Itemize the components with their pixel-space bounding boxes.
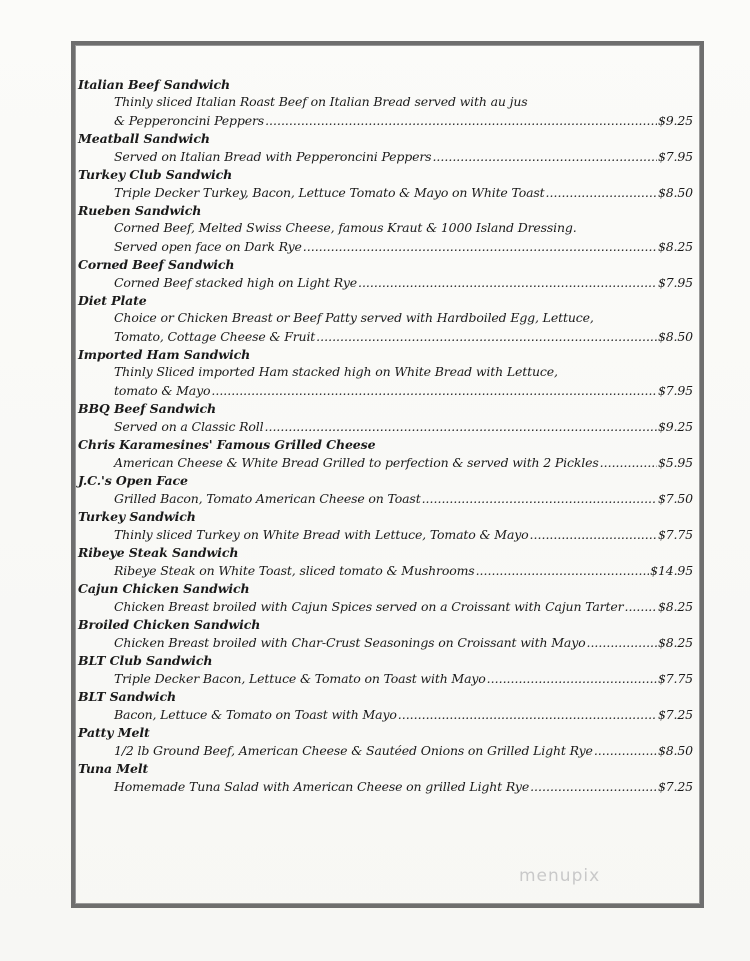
- dot-leader: [586, 633, 656, 652]
- menu-item: [78, 166, 693, 202]
- menu-item-price: $7.50: [657, 491, 693, 506]
- menu-item-price-line: [78, 561, 693, 580]
- menu-item-price: $5.95: [657, 455, 693, 470]
- dot-leader: [594, 741, 657, 760]
- menu-item-description: Thinly sliced Italian Roast Beef on Italian Bread served with au jus: [114, 94, 528, 109]
- menu-item-price-line: [78, 273, 693, 292]
- menu-item-description: Thinly Sliced imported Ham stacked high on White Bread with Lettuce,: [114, 364, 558, 379]
- menu-item-price-line: [78, 147, 693, 166]
- menu-item-name: BLT Sandwich: [78, 689, 176, 704]
- menu-item: [78, 400, 693, 436]
- menu-item: [78, 346, 693, 400]
- menu-item-description: & Pepperoncini Peppers: [114, 113, 265, 128]
- menu-item: [78, 508, 693, 544]
- menu-item-description: American Cheese & White Bread Grilled to perfection & served with 2 Pickles: [114, 455, 599, 470]
- watermark: menupix: [519, 866, 601, 886]
- menu-item-price-line: [78, 417, 693, 436]
- menu-item-description: Triple Decker Bacon, Lettuce & Tomato on Toast with Mayo: [114, 671, 486, 686]
- menu-item-price: $7.95: [657, 275, 693, 290]
- menu-item-name: BBQ Beef Sandwich: [78, 401, 217, 416]
- dot-leader: [432, 147, 657, 166]
- menu-item-price-line: [78, 777, 693, 796]
- menu-item-price-line: [78, 381, 693, 400]
- menu-item-price: $8.50: [657, 743, 693, 758]
- dot-leader: [476, 561, 650, 580]
- menu-item-price: $9.25: [657, 113, 693, 128]
- menu-item-price: $8.25: [657, 635, 693, 650]
- menu-item-name: Cajun Chicken Sandwich: [78, 581, 250, 596]
- menu-item-price-line: [78, 669, 693, 688]
- menu-item-price: $7.25: [657, 707, 693, 722]
- menu-item-name: Chris Karamesines' Famous Grilled Cheese: [78, 437, 376, 452]
- menu-item-price: $7.25: [657, 779, 693, 794]
- menu-item: [78, 652, 693, 688]
- menu-item: [78, 130, 693, 166]
- dot-leader: [546, 183, 657, 202]
- menu-item-price-line: [78, 525, 693, 544]
- menu-item-description: Choice or Chicken Breast or Beef Patty served with Hardboiled Egg, Lettuce,: [114, 310, 594, 325]
- menu-item: [78, 544, 693, 580]
- menu-item-name: Tuna Melt: [78, 761, 149, 776]
- menu-list: [78, 76, 693, 796]
- dot-leader: [358, 273, 657, 292]
- menu-item-name: Imported Ham Sandwich: [78, 347, 251, 362]
- dot-leader: [265, 111, 657, 130]
- menu-item-price-line: [78, 183, 693, 202]
- menu-item: [78, 436, 693, 472]
- dot-leader: [265, 417, 657, 436]
- menu-item-price: $7.95: [657, 149, 693, 164]
- menu-item-description: Chicken Breast broiled with Char-Crust Seasonings on Croissant with Mayo: [114, 635, 586, 650]
- menu-item-name: Ribeye Steak Sandwich: [78, 545, 239, 560]
- menu-item-description: Ribeye Steak on White Toast, sliced tomato & Mushrooms: [114, 563, 475, 578]
- menu-item-price: $14.95: [650, 563, 693, 578]
- dot-leader: [530, 777, 657, 796]
- menu-item-price-line: [78, 597, 693, 616]
- dot-leader: [487, 669, 657, 688]
- dot-leader: [530, 525, 657, 544]
- menu-item: [78, 724, 693, 760]
- menu-item-price: $7.95: [657, 383, 693, 398]
- menu-item-description: Thinly sliced Turkey on White Bread with Lettuce, Tomato & Mayo: [114, 527, 529, 542]
- menu-item-price: $8.50: [657, 329, 693, 344]
- menu-item: [78, 202, 693, 256]
- menu-item-name: Diet Plate: [78, 293, 147, 308]
- menu-item: [78, 688, 693, 724]
- menu-item-price-line: [78, 489, 693, 508]
- menu-item: [78, 616, 693, 652]
- dot-leader: [211, 381, 657, 400]
- menu-item-description: 1/2 lb Ground Beef, American Cheese & Sautéed Onions on Grilled Light Rye: [114, 743, 593, 758]
- menu-item: [78, 256, 693, 292]
- menu-item-price-line: [78, 327, 693, 346]
- menu-item-description: Served open face on Dark Rye: [114, 239, 302, 254]
- dot-leader: [624, 597, 656, 616]
- menu-item-description: Bacon, Lettuce & Tomato on Toast with Mayo: [114, 707, 397, 722]
- menu-item-price-line: [78, 741, 693, 760]
- dot-leader: [600, 453, 657, 472]
- menu-item-description: tomato & Mayo: [114, 383, 211, 398]
- dot-leader: [316, 327, 657, 346]
- menu-item-price-line: [78, 453, 693, 472]
- menu-item-description: Chicken Breast broiled with Cajun Spices served on a Croissant with Cajun Tarter: [114, 599, 624, 614]
- menu-item-description: Homemade Tuna Salad with American Cheese on grilled Light Rye: [114, 779, 530, 794]
- menu-item-name: Rueben Sandwich: [78, 203, 202, 218]
- menu-item-description: Served on a Classic Roll: [114, 419, 264, 434]
- menu-item-price-line: [78, 633, 693, 652]
- menu-item-price: $8.25: [657, 599, 693, 614]
- menu-item: [78, 292, 693, 346]
- menu-item-price: $8.25: [657, 239, 693, 254]
- menu-item-name: Patty Melt: [78, 725, 150, 740]
- menu-item: [78, 472, 693, 508]
- menu-item-description: Triple Decker Turkey, Bacon, Lettuce Tomato & Mayo on White Toast: [114, 185, 545, 200]
- menu-item-description: Corned Beef stacked high on Light Rye: [114, 275, 357, 290]
- menu-item-price-line: [78, 705, 693, 724]
- menu-item-name: BLT Club Sandwich: [78, 653, 213, 668]
- menu-item-name: Corned Beef Sandwich: [78, 257, 235, 272]
- menu-item-description: Served on Italian Bread with Pepperoncini Peppers: [114, 149, 432, 164]
- menu-item-price: $7.75: [657, 527, 693, 542]
- menu-item-description: Corned Beef, Melted Swiss Cheese, famous Kraut & 1000 Island Dressing.: [114, 220, 577, 235]
- menu-item-price: $8.50: [657, 185, 693, 200]
- menu-item-price-line: [78, 237, 693, 256]
- menu-item-name: Turkey Club Sandwich: [78, 167, 233, 182]
- menu-item-description: Grilled Bacon, Tomato American Cheese on Toast: [114, 491, 421, 506]
- menu-item: [78, 580, 693, 616]
- menu-item-price-line: [78, 111, 693, 130]
- menu-item-description: Tomato, Cottage Cheese & Fruit: [114, 329, 316, 344]
- menu-item-name: Turkey Sandwich: [78, 509, 196, 524]
- dot-leader: [303, 237, 657, 256]
- menu-item: [78, 76, 693, 130]
- menu-item-name: Broiled Chicken Sandwich: [78, 617, 261, 632]
- dot-leader: [422, 489, 657, 508]
- menu-item: [78, 760, 693, 796]
- menu-item-name: Italian Beef Sandwich: [78, 77, 231, 92]
- menu-item-name: Meatball Sandwich: [78, 131, 210, 146]
- menu-item-price: $9.25: [657, 419, 693, 434]
- menu-item-name: J.C.'s Open Face: [78, 473, 188, 488]
- dot-leader: [398, 705, 657, 724]
- menu-item-price: $7.75: [657, 671, 693, 686]
